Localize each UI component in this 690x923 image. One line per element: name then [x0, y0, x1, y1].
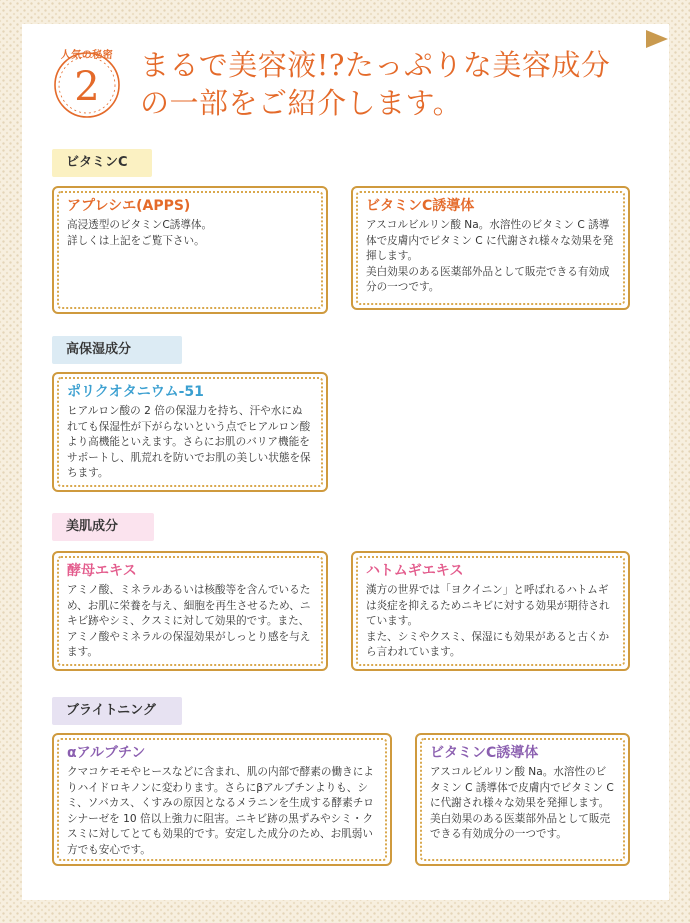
card-body: 高浸透型のビタミンC誘導体。 詳しくは上記をご覧下さい。	[67, 219, 213, 247]
section-label-moisture: 高保湿成分	[52, 336, 182, 364]
ingredient-card-job-tears-extract	[351, 551, 630, 671]
ingredient-card-alpha-arbutin	[52, 733, 392, 866]
card-title: 酵母エキス	[67, 563, 137, 579]
ingredient-card-yeast-extract	[52, 551, 328, 671]
popularity-secret-badge	[46, 40, 128, 122]
page-headline	[140, 46, 660, 122]
badge-caption: 人気の秘密	[60, 50, 114, 61]
card-title: αアルブチン	[67, 745, 146, 761]
card-title: ハトムギエキス	[366, 563, 464, 579]
badge-number: 2	[74, 64, 100, 110]
section-label-beauty-skin: 美肌成分	[52, 513, 154, 541]
card-body: アミノ酸、ミネラルあるいは核酸等を含んでいるため、お肌に栄養を与え、細胞を再生させるため、ニキビ跡やシミ、クスミに対して効果的です。また、アミノ酸やミネラルの保湿効果がしっとり感を与えます。	[67, 584, 311, 658]
card-body: 漢方の世界では「ヨクイニン」と呼ばれるハトムギは炎症を抑えるためニキビに対する効果が期待されています。 また、シミやクスミ、保湿にも効果があると古くから言われています。	[366, 584, 610, 658]
ingredient-card-polyquaternium	[52, 372, 328, 492]
ingredient-card-vitamin-c-derivative-2	[415, 733, 630, 866]
card-title: ビタミンC誘導体	[430, 745, 539, 761]
headline-line-2: の一部をご紹介します。	[140, 86, 463, 120]
ingredient-card-vitamin-c-derivative	[351, 186, 630, 310]
ingredient-card-apps	[52, 186, 328, 314]
card-title: アプレシエ(APPS)	[67, 198, 191, 214]
card-title: ビタミンC誘導体	[366, 198, 475, 214]
card-body: アスコルビルリン酸 Na。水溶性のビタミン C 誘導体で皮膚内でビタミン C に代謝され様々な効果を発揮します。 美白効果のある医薬部外品として販売できる有効成分の一つです。	[430, 766, 614, 840]
section-label-brightening: ブライトニング	[52, 697, 182, 725]
card-body: アスコルビルリン酸 Na。水溶性のビタミン C 誘導体で皮膚内でビタミン C に代謝され様々な効果を発揮します。 美白効果のある医薬部外品として販売できる有効成分の一つです。	[366, 219, 614, 293]
card-body: クマコケモモやヒースなどに含まれ、肌の内部で酵素の働きによりハイドロキノンに変わります。さらにβアルブチンよりも、シミ、ソバカス、くすみの原因となるメラニンを生成する酵素チロシナーゼを 10 倍以上強力に阻害。ニキビ跡の黒ずみやシミ・クスミに対してとても効果的です。安定した成分のため、お肌弱い方でも安心です。	[67, 766, 374, 856]
headline-line-1: まるで美容液!?たっぷりな美容成分	[140, 48, 611, 82]
section-label-vitamin-c: ビタミンC	[52, 149, 152, 177]
card-title: ポリクオタニウム-51	[67, 384, 204, 400]
card-body: ヒアルロン酸の 2 倍の保湿力を持ち、汗や水にぬれても保湿性が下がらないという点でヒアルロン酸より高機能といえます。さらにお肌のバリア機能をサポートし、肌荒れを防いでお肌の美しい状態を保ちます。	[67, 405, 311, 479]
